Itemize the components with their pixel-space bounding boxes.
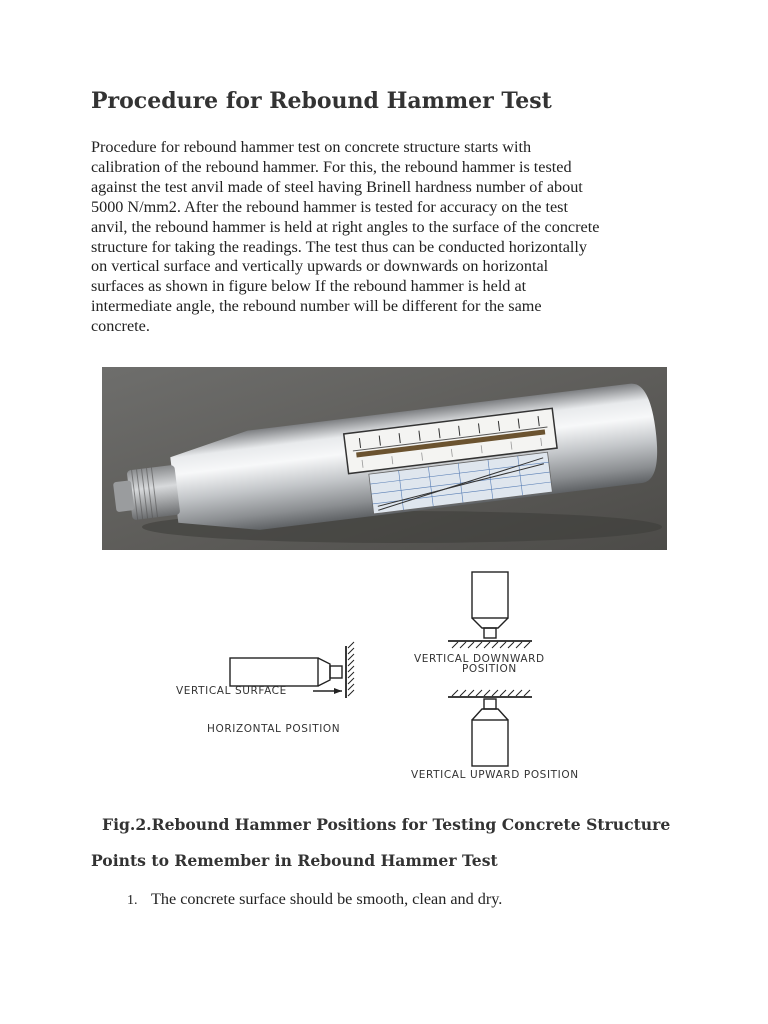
paragraph-line: surfaces as shown in figure below If the rebound hammer is held at: [91, 277, 527, 296]
points-list: [127, 889, 502, 911]
points-heading: Points to Remember in Rebound Hammer Test: [91, 851, 498, 870]
vertical-upward-label: VERTICAL UPWARD POSITION: [411, 769, 579, 781]
upward-hammer-taper: [472, 709, 508, 720]
paragraph-line: structure for taking the readings. The test thus can be conducted horizontally: [91, 237, 587, 256]
page-title: Procedure for Rebound Hammer Test: [91, 88, 552, 114]
horizontal-hammer-taper: [318, 658, 330, 686]
vertical-downward-position-label: POSITION: [462, 663, 517, 675]
downward-hammer-plunger: [484, 628, 496, 638]
paragraph-line: 5000 N/mm2. After the rebound hammer is tested for accuracy on the test: [91, 197, 568, 216]
horizontal-hammer-body: [230, 658, 318, 686]
paragraph-line: concrete.: [91, 317, 150, 336]
list-item-text: The concrete surface should be smooth, clean and dry.: [151, 890, 503, 908]
paragraph-line: Procedure for rebound hammer test on concrete structure starts with: [91, 138, 532, 156]
hammer-positions-diagram: [170, 568, 630, 786]
list-item: [127, 889, 502, 911]
upward-hammer-plunger: [484, 699, 496, 709]
vertical-surface-label: VERTICAL SURFACE: [176, 685, 287, 697]
horizontal-position-label: HORIZONTAL POSITION: [207, 723, 341, 735]
downward-hammer-taper: [472, 618, 508, 628]
paragraph-line: anvil, the rebound hammer is held at right angles to the surface of the concrete: [91, 217, 600, 236]
paragraph-line: intermediate angle, the rebound number will be different for the same: [91, 297, 542, 316]
downward-hammer-body: [472, 572, 508, 618]
paragraph-line: against the test anvil made of steel having Brinell hardness number of about: [91, 177, 583, 196]
rebound-hammer-photo: [102, 367, 667, 550]
procedure-paragraph: [91, 138, 691, 337]
paragraph-line: on vertical surface and vertically upwards or downwards on horizontal: [91, 257, 549, 276]
paragraph-line: calibration of the rebound hammer. For this, the rebound hammer is tested: [91, 157, 572, 176]
list-item-number: 1.: [127, 893, 138, 908]
horizontal-hammer-plunger: [330, 666, 342, 678]
upward-hammer-body: [472, 720, 508, 766]
figure-caption: Fig.2.Rebound Hammer Positions for Testing Concrete Structure: [102, 815, 671, 834]
vertical-downward-label: VERTICAL DOWNWARD: [414, 653, 545, 665]
